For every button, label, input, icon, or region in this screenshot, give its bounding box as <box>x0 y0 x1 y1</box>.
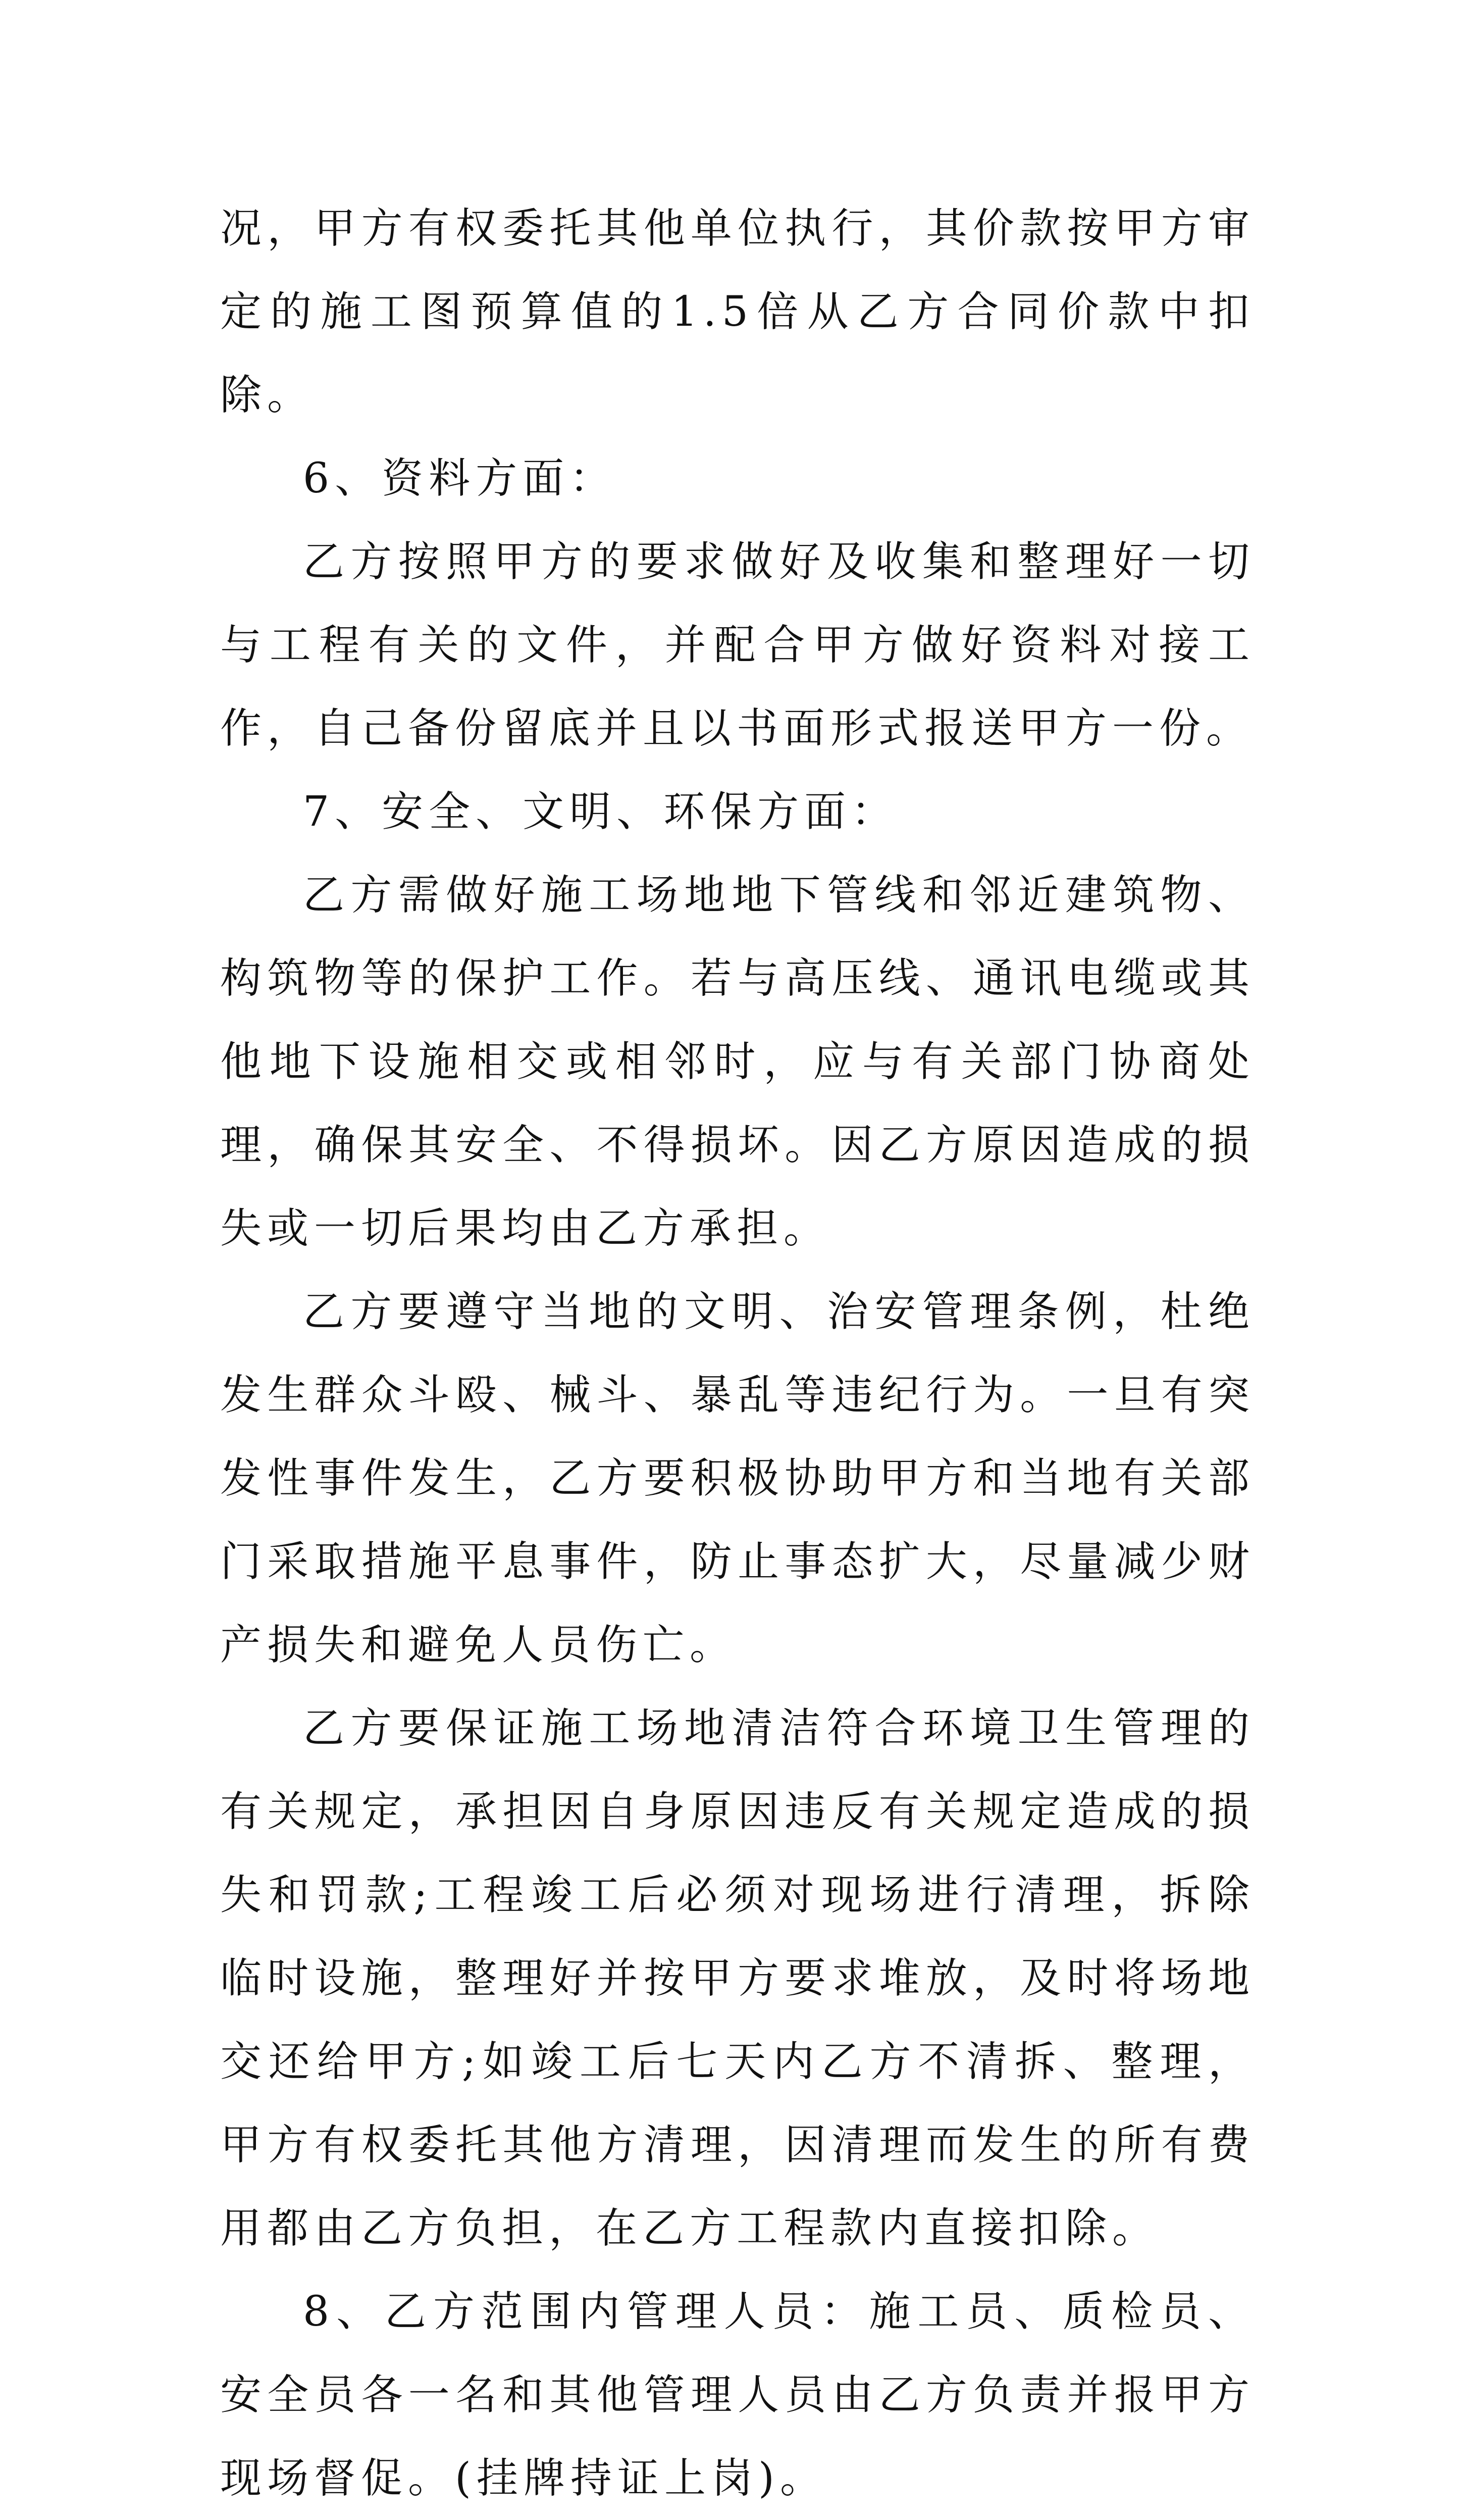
paragraph-site-protection: 乙方需做好施工场地地下管线和邻近建筑物、构筑物等的保护工作。若与高压线、通讯电缆或其他地下设施相交或相邻时，应与有关部门协商处理，确保其安全、不得损坏。因乙方原因造成的损失或一切后果均由乙方承担。 <box>220 871 1255 1252</box>
paragraph-materials: 乙方按照甲方的要求做好及收集和整理好一切与工程有关的文件，并配合甲方做好资料对接工作，自己备份留底并且以书面形式报送甲方一份。 <box>220 538 1255 752</box>
paragraph-management-staff: 8、乙方范围内管理人员：施工员、质检员、安全员各一名和其他管理人员由乙方负责并报甲方现场督促。(挂牌持证上岗)。 <box>220 2288 1255 2502</box>
paragraph-civilization-security: 乙方要遵守当地的文明、治安管理条例，杜绝发生群众斗殴、械斗、暴乱等违纪行为。一旦有突发性事件发生，乙方要积极协助甲方和当地有关部门采取措施平息事件，防止事态扩大，尽量减少财产损失和避免人员伤亡。 <box>220 1288 1255 1669</box>
section-heading-7: 7、安全、文明、环保方面： <box>303 788 899 836</box>
paragraph-continuation: 况，甲方有权委托其他单位执行，其价款按甲方审定的施工图预算值的1.5倍从乙方合同价款中扣除。 <box>220 205 1255 419</box>
document-body <box>220 187 1255 2520</box>
paragraph-environment-cleanup: 乙方要保证施工场地清洁符合环境卫生管理的有关规定，承担因自身原因违反有关规定造成的损失和罚款;工程竣工后必须对现场进行清理，拆除临时设施，整理好并按甲方要求堆放，及时将场地交还给甲方;如竣工后七天内乙方不清拆、整理，甲方有权委托其他方清理，因清理而发生的所有费用都由乙方负担，在乙方工程款内直接扣除。 <box>220 1704 1255 2252</box>
section-heading-6: 6、资料方面： <box>303 455 617 502</box>
